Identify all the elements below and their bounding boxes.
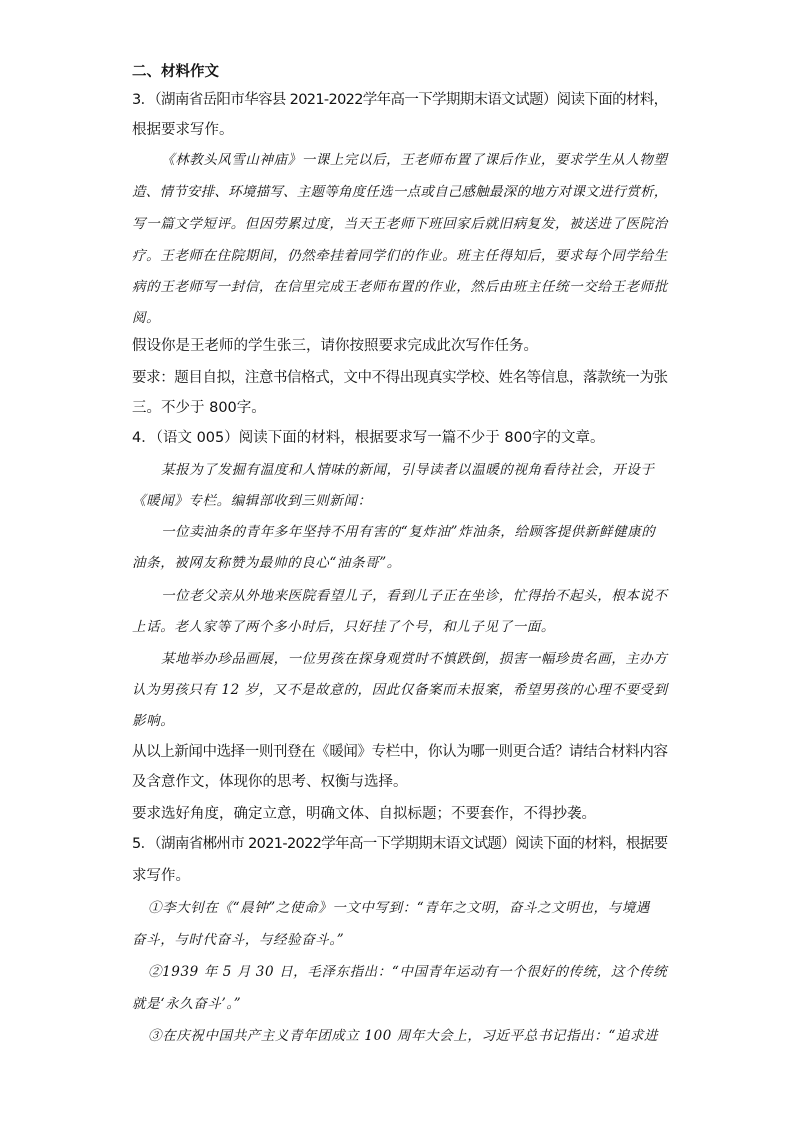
q4-news-line: 某地举办珍品画展，一位男孩在探身观赏时不慎跌倒，损害一幅珍贵名画，主办方 (161, 651, 668, 667)
q4-material-line: 《暖闻》专栏。编辑部收到三则新闻： (132, 493, 372, 509)
q4-task-line: 要求选好角度，确定立意，明确文体、自拟标题；不要套作，不得抄袭。 (132, 806, 596, 822)
q5-item-line: 奋斗，与时代奋斗，与经验奋斗。” (132, 932, 345, 948)
q4-news-line: 认为男孩只有 12 岁，又不是故意的，因此仅备案而未报案，希望男孩的心理不要受到 (132, 682, 668, 698)
q4-news-line: 一位卖油条的青年多年坚持不用有害的“复炸油”炸油条，给顾客提供新鲜健康的 (161, 524, 656, 540)
q5-title-line-1: 5．（湖南省郴州市 2021-2022学年高一下学期期末语文试题）阅读下面的材料，根据要 (132, 836, 668, 852)
q5-title-line-2: 求写作。 (132, 868, 190, 884)
q3-material-line: 写一篇文学短评。但因劳累过度，当天王老师下班回家后就旧病复发，被送进了医院治 (132, 216, 668, 232)
q3-material-line: 疗。王老师在住院期间，仍然牵挂着同学们的作业。班主任得知后，要求每个同学给生 (132, 248, 668, 264)
q3-material-line: 病的王老师写一封信，在信里完成王老师布置的作业，然后由班主任统一交给王老师批 (132, 279, 668, 295)
q4-news-line: 一位老父亲从外地来医院看望儿子，看到儿子正在坐诊，忙得抬不起头，根本说不 (161, 588, 668, 604)
q4-material-line: 某报为了发掘有温度和人情味的新闻，引导读者以温暖的视角看待社会，开设于 (161, 462, 655, 478)
section-heading: 二、材料作文 (132, 64, 219, 80)
q3-title-line-2: 根据要求写作。 (132, 122, 234, 138)
q3-task-line: 假设你是王老师的学生张三，请你按照要求完成此次写作任务。 (132, 338, 538, 354)
q3-material-line: 造、情节安排、环境描写、主题等角度任选一点或自己感触最深的地方对课文进行赏析， (132, 184, 668, 200)
q5-item-line: ①李大钊在《“晨钟”之使命》一文中写到：“青年之文明，奋斗之文明也，与境遇 (148, 900, 650, 916)
q3-task-line: 三。不少于 800字。 (132, 400, 266, 416)
q3-title-line-1: 3．（湖南省岳阳市华容县 2021-2022学年高一下学期期末语文试题）阅读下面的材料， (132, 92, 668, 108)
q5-item-line: 就是‘永久奋斗’。” (132, 996, 242, 1012)
q4-news-line: 上话。老人家等了两个多小时后，只好挂了个号，和儿子见了一面。 (132, 619, 555, 635)
q3-material-line: 《林教头风雪山神庙》一课上完以后，王老师布置了课后作业，要求学生从人物塑 (161, 152, 668, 168)
q4-title-line: 4．（语文 005）阅读下面的材料，根据要求写一篇不少于 800字的文章。 (132, 430, 605, 446)
q4-task-line: 及含意作文，体现你的思考、权衡与选择。 (132, 774, 408, 790)
q5-item-line: ③在庆祝中国共产主义青年团成立 100 周年大会上，习近平总书记指出：“追求进 (148, 1028, 659, 1044)
q4-news-line: 影响。 (132, 713, 175, 729)
q4-task-line: 从以上新闻中选择一则刊登在《暖闻》专栏中，你认为哪一则更合适？请结合材料内容 (132, 744, 668, 760)
q4-news-line: 油条，被网友称赞为最帅的良心“油条哥”。 (132, 555, 401, 571)
q3-task-line: 要求：题目自拟，注意书信格式，文中不得出现真实学校、姓名等信息，落款统一为张 (132, 370, 668, 386)
q5-item-line: ②1939 年 5 月 30 日，毛泽东指出：“中国青年运动有一个很好的传统，这个传统 (148, 964, 668, 980)
q3-material-line: 阅。 (132, 310, 161, 326)
